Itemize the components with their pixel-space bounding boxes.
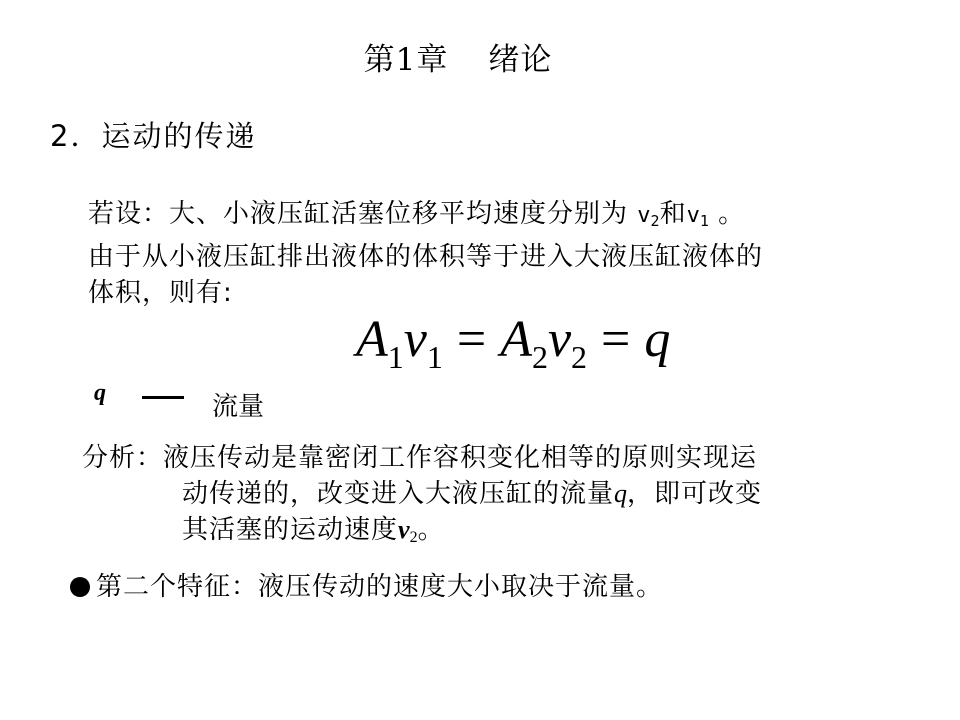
flow-equation: $A_1v_1 = A_2v_2 = q$ <box>356 311 671 375</box>
paragraph-line-1-end: 。 <box>718 199 746 229</box>
chapter-topic: 绪论 <box>488 42 553 78</box>
flow-symbol: q <box>94 380 106 406</box>
analysis-paragraph <box>82 440 902 556</box>
variable-v1: $v_1$ <box>686 203 709 230</box>
analysis-line-1: 分析：液压传动是靠密闭工作容积变化相等的原则实现运 <box>82 443 758 473</box>
bullet-icon <box>70 577 90 597</box>
chapter-number: 第1章 <box>363 42 449 78</box>
definition-dash <box>142 396 184 399</box>
paragraph-line-1 <box>88 196 908 239</box>
section-heading: 2．运动的传递 <box>50 119 257 153</box>
paragraph-line-1-text: 若设：大、小液压缸活塞位移平均速度分别为 <box>88 199 629 229</box>
analysis-label: 分析： <box>82 443 164 473</box>
conjunction: 和 <box>659 199 687 229</box>
assumption-paragraph <box>88 196 908 311</box>
flow-meaning: 流量 <box>212 392 265 422</box>
slide-title <box>0 34 916 79</box>
paragraph-line-3: 体积，则有: <box>88 278 233 308</box>
second-feature-text: 第二个特征：液压传动的速度大小取决于流量。 <box>96 572 664 602</box>
paragraph-line-2: 由于从小液压缸排出液体的体积等于进入大液压缸液体的 <box>88 242 764 272</box>
analysis-line-2: 动传递的，改变进入大液压缸的流量q，即可改变 <box>182 479 763 509</box>
analysis-line-3: 其活塞的运动速度$v_2$。 <box>182 515 445 546</box>
variable-v2: $v_2$ <box>637 203 660 230</box>
second-feature <box>70 566 663 603</box>
